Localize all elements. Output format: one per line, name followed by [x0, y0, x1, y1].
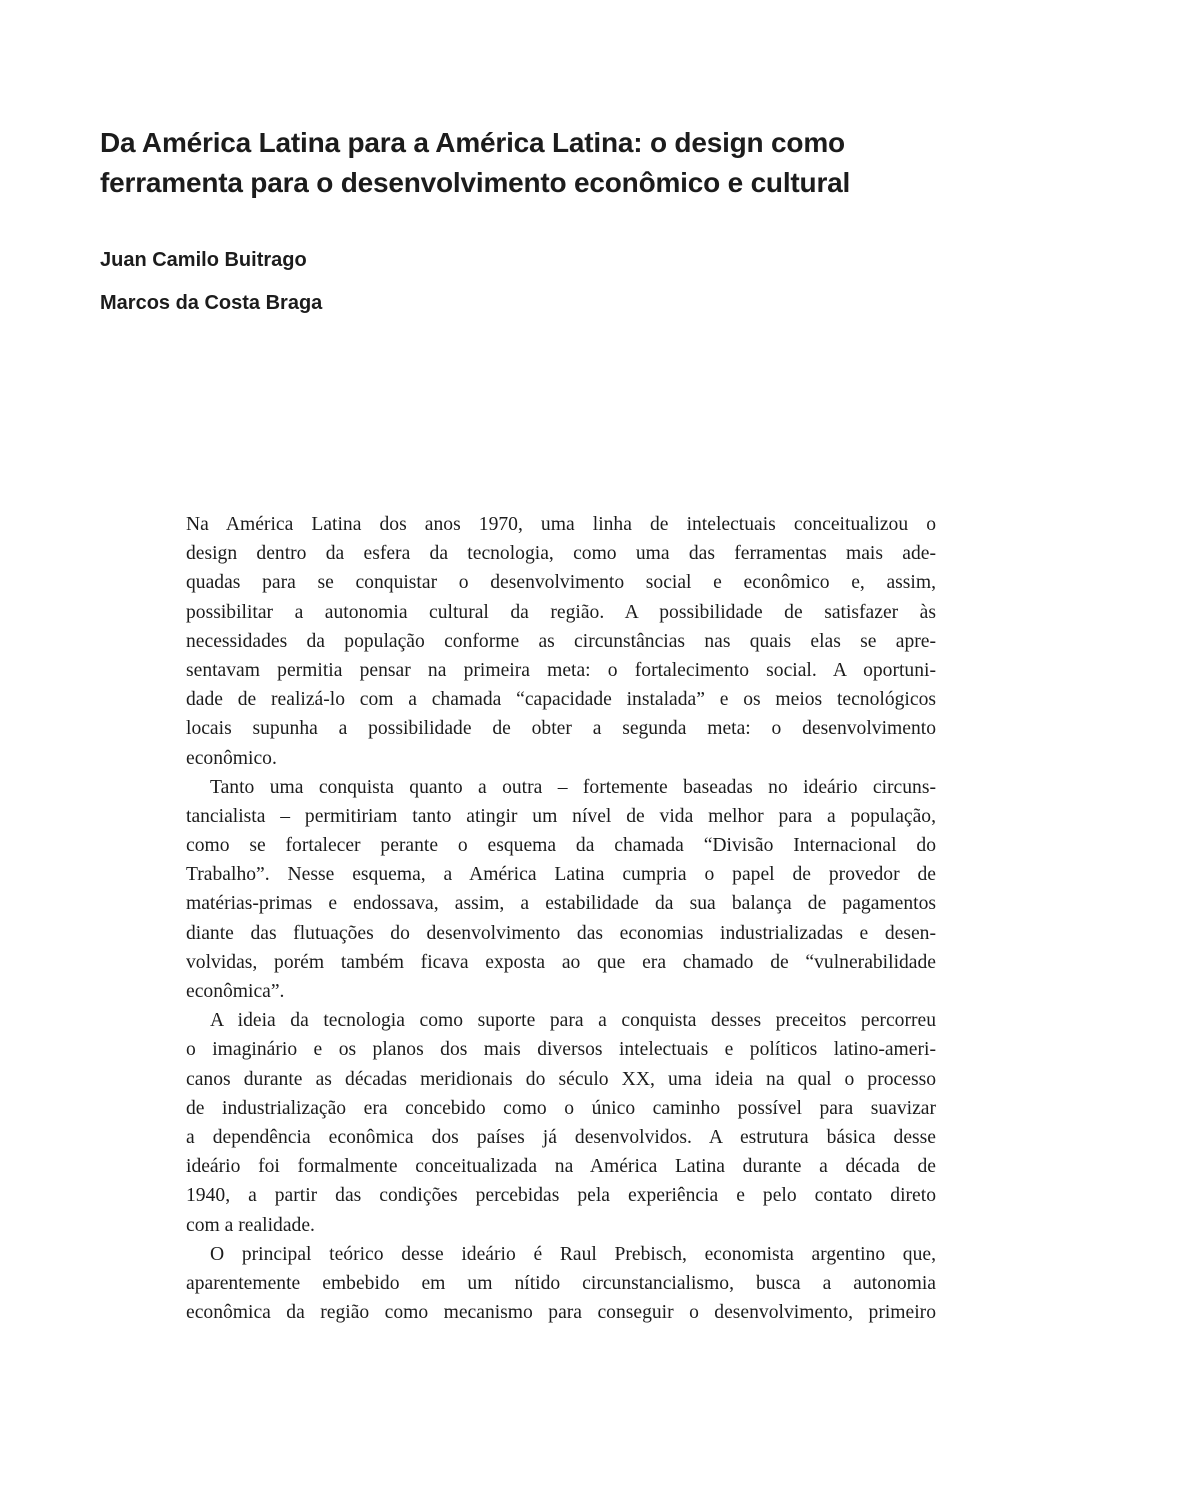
- text-line: possibilitar a autonomia cultural da região. A possibilidade de satisfazer às: [186, 601, 936, 623]
- text-line: com a realidade.: [186, 1214, 315, 1236]
- text-line: o imaginário e os planos dos mais diversos intelectuais e políticos latino-ameri-: [186, 1039, 936, 1061]
- article-title-line: Da América Latina para a América Latina: o design como: [100, 127, 845, 158]
- body-paragraph: [186, 773, 936, 1007]
- body-paragraph: [186, 510, 936, 773]
- text-line: Trabalho”. Nesse esquema, a América Latina cumpria o papel de provedor de: [186, 864, 936, 886]
- article-body: [186, 510, 936, 1327]
- text-line: canos durante as décadas meridionais do século XX, uma ideia na qual o processo: [186, 1068, 936, 1090]
- text-line: sentavam permitia pensar na primeira meta: o fortalecimento social. A oportuni-: [186, 659, 936, 681]
- author-name: Marcos da Costa Braga: [100, 292, 323, 314]
- article-title-line: ferramenta para o desenvolvimento econômico e cultural: [100, 167, 851, 198]
- text-line: 1940, a partir das condições percebidas pela experiência e pelo contato direto: [186, 1185, 936, 1207]
- text-line: volvidas, porém também ficava exposta ao que era chamado de “vulnerabilidade: [186, 951, 936, 973]
- text-line: Na América Latina dos anos 1970, uma linha de intelectuais conceitualizou o: [186, 514, 936, 535]
- body-paragraph: [186, 1006, 936, 1240]
- body-paragraph: [186, 1240, 936, 1328]
- text-line: matérias-primas e endossava, assim, a estabilidade da sua balança de pagamentos: [186, 893, 936, 915]
- text-line: de industrialização era concebido como o único caminho possível para suavizar: [186, 1097, 936, 1119]
- text-line: quadas para se conquistar o desenvolvimento social e econômico e, assim,: [186, 572, 936, 594]
- article-title: [100, 123, 900, 203]
- text-line: como se fortalecer perante o esquema da chamada “Divisão Internacional do: [186, 835, 936, 857]
- text-line: O principal teórico desse ideário é Raul Prebisch, economista argentino que,: [210, 1243, 936, 1265]
- text-line: dade de realizá-lo com a chamada “capacidade instalada” e os meios tecnológicos: [186, 689, 936, 711]
- text-line: locais supunha a possibilidade de obter a segunda meta: o desenvolvimento: [186, 718, 936, 740]
- text-line: ideário foi formalmente conceitualizada na América Latina durante a década de: [186, 1156, 936, 1178]
- text-line: necessidades da população conforme as circunstâncias nas quais elas se apre-: [186, 630, 936, 652]
- text-line: tancialista – permitiriam tanto atingir um nível de vida melhor para a população,: [186, 805, 936, 827]
- text-line: econômico.: [186, 747, 277, 769]
- text-line: econômica da região como mecanismo para conseguir o desenvolvimento, primeiro: [186, 1302, 936, 1324]
- text-line: design dentro da esfera da tecnologia, como uma das ferramentas mais ade-: [186, 543, 936, 565]
- text-line: econômica”.: [186, 981, 285, 1002]
- text-line: aparentemente embebido em um nítido circunstancialismo, busca a autonomia: [186, 1272, 936, 1294]
- text-line: diante das flutuações do desenvolvimento das economias industrializadas e desen-: [186, 922, 936, 944]
- text-line: a dependência econômica dos países já desenvolvidos. A estrutura básica desse: [186, 1126, 936, 1148]
- text-line: Tanto uma conquista quanto a outra – fortemente baseadas no ideário circuns-: [210, 776, 936, 798]
- author-name: Juan Camilo Buitrago: [100, 249, 307, 271]
- text-line: A ideia da tecnologia como suporte para a conquista desses preceitos percorreu: [210, 1010, 936, 1032]
